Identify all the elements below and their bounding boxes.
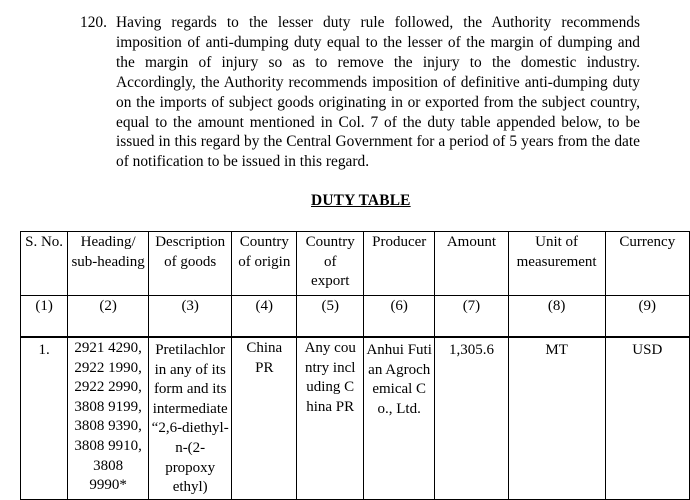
column-number: (5) — [297, 296, 364, 337]
row-producer: Anhui Futian Agrochemical Co., Ltd. — [364, 338, 435, 500]
row-currency: USD — [605, 338, 689, 500]
duty-table-title: DUTY TABLE — [311, 192, 411, 209]
header-export: Country of export — [297, 232, 364, 296]
column-number: (2) — [68, 296, 149, 337]
column-number: (8) — [508, 296, 605, 337]
row-origin: China PR — [232, 338, 297, 500]
column-number: (1) — [21, 296, 68, 337]
paragraph-120 — [80, 13, 640, 172]
header-heading: Heading/ sub-heading — [68, 232, 149, 296]
header-sno: S. No. — [21, 232, 68, 296]
table-row — [21, 338, 690, 500]
column-number: (9) — [605, 296, 689, 337]
paragraph-number: 120. — [80, 14, 107, 31]
row-sno: 1. — [21, 338, 68, 500]
header-amount: Amount — [435, 232, 508, 296]
header-currency: Currency — [605, 232, 689, 296]
row-unit: MT — [508, 338, 605, 500]
duty-table — [20, 231, 690, 500]
header-producer: Producer — [364, 232, 435, 296]
header-origin: Country of origin — [232, 232, 297, 296]
row-export: Any country including China PR — [297, 338, 364, 500]
column-number: (7) — [435, 296, 508, 337]
header-description: Description of goods — [149, 232, 232, 296]
header-row — [21, 232, 690, 296]
row-heading: 2921 4290, 2922 1990, 2922 2990, 3808 9199, 3808 9390, 3808 9910, 3808 9990* — [68, 338, 149, 500]
column-number: (6) — [364, 296, 435, 337]
row-amount: 1,305.6 — [435, 338, 508, 500]
paragraph-text: Having regards to the lesser duty rule followed, the Authority recommends imposition of anti-dumping duty equal to the lesser of the margin of dumping and the margin of injury so as to remove the injury to the domestic industry. Accordingly, the Authority recommends imposition of definitive anti-dumping duty on the imports of subject goods originating in or exported from the subject country, equal to the amount mentioned in Col. 7 of the duty table appended below, to be issued in this regard by the Central Government for a period of 5 years from the date of notification to be issued in this regard. — [116, 14, 640, 171]
column-number-row — [21, 296, 690, 337]
column-number: (3) — [149, 296, 232, 337]
row-description: Pretilachlor in any of its form and its intermediate “2,6-diethyl-n-(2-propoxy ethyl) — [149, 338, 232, 500]
header-unit: Unit of measurement — [508, 232, 605, 296]
column-number: (4) — [232, 296, 297, 337]
